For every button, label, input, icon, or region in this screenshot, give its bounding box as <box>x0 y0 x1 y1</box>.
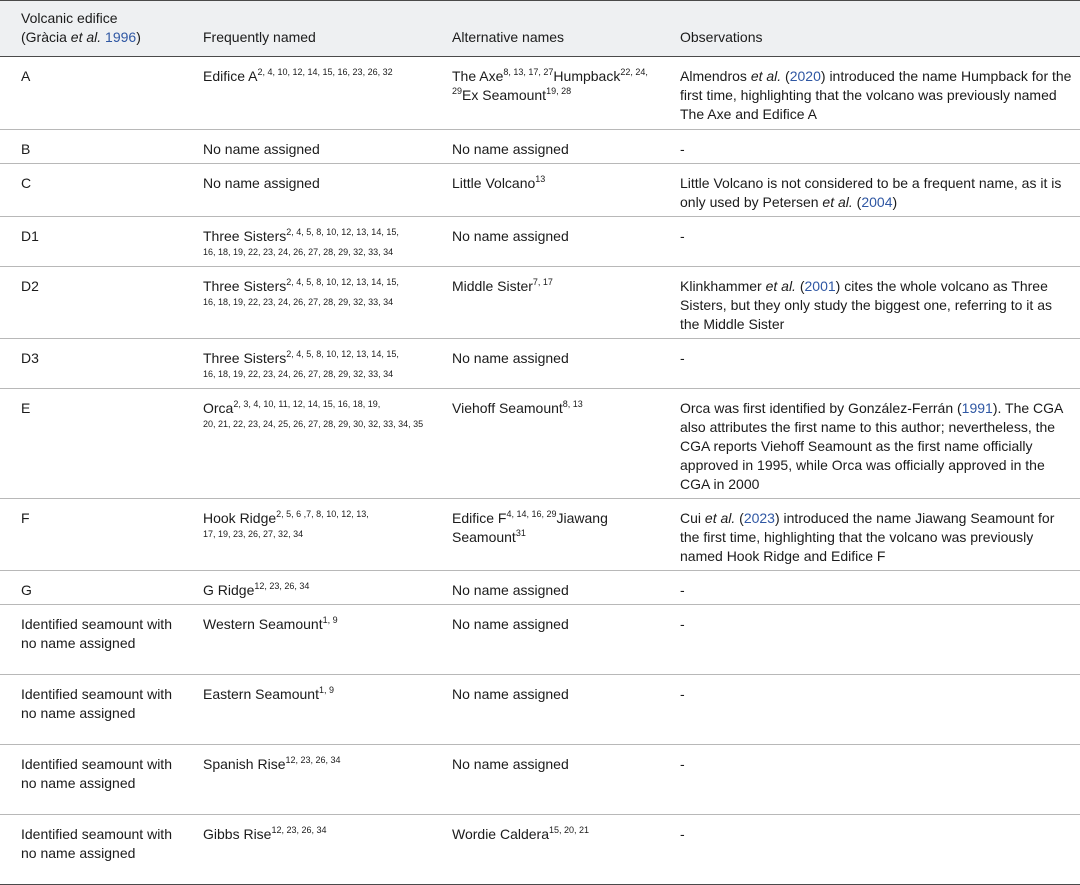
cell-alternative-names <box>444 130 672 164</box>
frequent-name: Spanish Rise <box>203 756 286 772</box>
frequent-name-refs-continued: 16, 18, 19, 22, 23, 24, 26, 27, 28, 29, 32, 33, 34 <box>203 247 394 257</box>
cell-frequently-named <box>195 605 444 675</box>
frequent-name: Western Seamount <box>203 616 323 632</box>
observation-italic: et al. <box>765 278 796 294</box>
frequent-name-refs: 2, 4, 5, 8, 10, 12, 13, 14, 15, <box>286 227 399 237</box>
table-row <box>0 499 1080 571</box>
observation-citation-year[interactable]: 1991 <box>961 400 993 416</box>
table-row <box>0 815 1080 885</box>
table-row <box>0 57 1080 130</box>
cell-alternative-names <box>444 339 672 389</box>
observation-text: - <box>680 582 685 598</box>
alternative-name-refs: 31 <box>515 528 526 538</box>
header-row <box>0 1 1080 57</box>
table-body <box>0 57 1080 885</box>
observation-text: Little Volcano is not considered to be a frequent name, as it is only used by Petersen <box>680 175 1062 210</box>
cell-alternative-names <box>444 164 672 217</box>
cell-frequently-named <box>195 389 444 499</box>
table-row <box>0 389 1080 499</box>
observation-text: ( <box>781 68 790 84</box>
cell-alternative-names <box>444 499 672 571</box>
alternative-name: Edifice F <box>452 510 507 526</box>
observation-text: - <box>680 756 685 772</box>
observation-text: Orca was first identified by González-Ferrán <box>680 400 957 416</box>
observation-citation-year[interactable]: 2001 <box>804 278 836 294</box>
alternative-name: No name assigned <box>452 582 569 598</box>
frequent-name: Three Sisters <box>203 350 287 366</box>
frequent-name-refs: 2, 5, 6 ,7, 8, 10, 12, 13, <box>276 509 369 519</box>
cell-alternative-names <box>444 675 672 745</box>
header-edifice-line1: Volcanic edifice <box>21 10 118 26</box>
cell-alternative-names <box>444 571 672 605</box>
observation-text: ) <box>892 194 898 210</box>
cell-frequently-named <box>195 130 444 164</box>
cell-observations <box>672 217 1080 267</box>
observation-citation-year[interactable]: 2004 <box>861 194 893 210</box>
table-row <box>0 675 1080 745</box>
cell-volcanic-edifice: A <box>0 57 195 130</box>
cell-volcanic-edifice: Identified seamount with no name assigned <box>0 815 195 885</box>
table-row <box>0 745 1080 815</box>
cell-volcanic-edifice: D3 <box>0 339 195 389</box>
observation-citation-year[interactable]: 2023 <box>743 510 775 526</box>
observation-text: ( <box>735 510 744 526</box>
observation-text: ( <box>795 278 805 294</box>
alternative-name-refs: 19, 28 <box>546 86 572 96</box>
observation-text: ( <box>852 194 862 210</box>
frequent-name: Orca <box>203 400 234 416</box>
frequent-name-refs: 1, 9 <box>322 615 338 625</box>
cell-alternative-names <box>444 389 672 499</box>
cell-frequently-named <box>195 675 444 745</box>
cell-volcanic-edifice: Identified seamount with no name assigned <box>0 745 195 815</box>
table-header <box>0 1 1080 57</box>
cell-observations <box>672 57 1080 130</box>
header-frequently-named: Frequently named <box>195 1 444 57</box>
observation-text: - <box>680 228 685 244</box>
observation-italic: et al. <box>822 194 853 210</box>
table-row <box>0 267 1080 339</box>
observation-text: Almendros <box>680 68 751 84</box>
observation-italic: et al. <box>750 68 782 84</box>
cell-observations <box>672 675 1080 745</box>
cell-observations <box>672 499 1080 571</box>
frequent-name-refs-continued: 20, 21, 22, 23, 24, 25, 26, 27, 28, 29, 30, 32, 33, 34, 35 <box>203 419 424 429</box>
alternative-name: The Axe <box>452 68 504 84</box>
cell-volcanic-edifice: C <box>0 164 195 217</box>
alternative-name: Middle Sister <box>452 278 533 294</box>
frequent-name: G Ridge <box>203 582 255 598</box>
cell-frequently-named <box>195 267 444 339</box>
header-alternative-names: Alternative names <box>444 1 672 57</box>
table-row <box>0 605 1080 675</box>
observation-text: - <box>680 686 685 702</box>
observation-text: Cui <box>680 510 705 526</box>
header-edifice-line2-italic: et al. <box>70 29 102 45</box>
observation-citation-year[interactable]: 2020 <box>789 68 821 84</box>
table-row <box>0 164 1080 217</box>
table-row <box>0 217 1080 267</box>
frequent-name-refs-continued: 16, 18, 19, 22, 23, 24, 26, 27, 28, 29, 32, 33, 34 <box>203 297 394 307</box>
frequent-name-refs: 12, 23, 26, 34 <box>285 755 341 765</box>
cell-observations <box>672 745 1080 815</box>
frequent-name: Three Sisters <box>203 228 287 244</box>
observation-text: Klinkhammer <box>680 278 766 294</box>
header-observations: Observations <box>672 1 1080 57</box>
frequent-name-refs: 2, 4, 10, 12, 14, 15, 16, 23, 26, 32 <box>257 67 393 77</box>
observation-text: ) cites the whole volcano as Three Sisters, but they only study the biggest one, referring to it as the Middle Sister <box>680 278 1052 332</box>
alternative-name: No name assigned <box>452 141 569 157</box>
alternative-name: No name assigned <box>452 616 569 632</box>
observation-text: ). The CGA also attributes the first name to this author; nevertheless, the CGA reports Viehoff Seamount as the first name officially approved in 1995, while Orca was officially approved in the CGA in 2000 <box>680 400 1063 492</box>
header-edifice-citation-year[interactable]: 1996 <box>105 29 137 45</box>
cell-volcanic-edifice: Identified seamount with no name assigned <box>0 675 195 745</box>
frequent-name-refs-continued: 17, 19, 23, 26, 27, 32, 34 <box>203 529 304 539</box>
alternative-name-refs: 22, 24, 29 <box>452 67 648 96</box>
cell-observations <box>672 815 1080 885</box>
cell-alternative-names <box>444 605 672 675</box>
frequent-name: Hook Ridge <box>203 510 277 526</box>
frequent-name-refs-continued: 16, 18, 19, 22, 23, 24, 26, 27, 28, 29, 32, 33, 34 <box>203 369 394 379</box>
frequent-name: Gibbs Rise <box>203 826 272 842</box>
cell-observations <box>672 571 1080 605</box>
cell-volcanic-edifice: F <box>0 499 195 571</box>
alternative-name-refs: 7, 17 <box>532 277 553 287</box>
frequent-name-refs: 2, 4, 5, 8, 10, 12, 13, 14, 15, <box>286 349 399 359</box>
cell-alternative-names <box>444 57 672 130</box>
table-row <box>0 339 1080 389</box>
observation-text: ) introduced the name Jiawang Seamount for the first time, highlighting that the volcano was previously named Hook Ridge and Edifice F <box>680 510 1055 564</box>
alternative-name: Viehoff Seamount <box>452 400 563 416</box>
frequent-name-refs: 2, 3, 4, 10, 11, 12, 14, 15, 16, 18, 19, <box>233 399 381 409</box>
cell-volcanic-edifice: B <box>0 130 195 164</box>
cell-observations <box>672 267 1080 339</box>
header-edifice-line2-post: ) <box>136 29 141 45</box>
alternative-name: Jiawang Seamount <box>452 510 608 545</box>
cell-alternative-names <box>444 217 672 267</box>
alternative-name-refs: 4, 14, 16, 29 <box>506 509 557 519</box>
alternative-name: No name assigned <box>452 228 569 244</box>
alternative-name: Ex Seamount <box>462 87 547 103</box>
cell-frequently-named <box>195 57 444 130</box>
cell-alternative-names <box>444 267 672 339</box>
alternative-name: No name assigned <box>452 350 569 366</box>
frequent-name-refs: 12, 23, 26, 34 <box>254 581 310 591</box>
cell-frequently-named <box>195 745 444 815</box>
observation-text: - <box>680 826 685 842</box>
alternative-name-refs: 8, 13, 17, 27 <box>503 67 554 77</box>
frequent-name-refs: 2, 4, 5, 8, 10, 12, 13, 14, 15, <box>286 277 399 287</box>
alternative-name: Wordie Caldera <box>452 826 550 842</box>
alternative-name-refs: 8, 13 <box>562 399 583 409</box>
cell-frequently-named <box>195 571 444 605</box>
frequent-name: No name assigned <box>203 141 320 157</box>
cell-frequently-named <box>195 339 444 389</box>
frequent-name: Eastern Seamount <box>203 686 319 702</box>
alternative-name-refs: 13 <box>535 174 546 184</box>
cell-observations <box>672 339 1080 389</box>
observation-text: ( <box>957 400 962 416</box>
cell-frequently-named <box>195 217 444 267</box>
frequent-name-refs: 12, 23, 26, 34 <box>271 825 327 835</box>
observation-text: - <box>680 350 685 366</box>
alternative-name: No name assigned <box>452 686 569 702</box>
header-volcanic-edifice <box>0 1 195 57</box>
frequent-name: No name assigned <box>203 175 320 191</box>
frequent-name: Three Sisters <box>203 278 287 294</box>
frequent-name-refs: 1, 9 <box>318 685 334 695</box>
cell-volcanic-edifice: D1 <box>0 217 195 267</box>
cell-volcanic-edifice: G <box>0 571 195 605</box>
cell-observations <box>672 389 1080 499</box>
observation-text: ) introduced the name Humpback for the first time, highlighting that the volcano was previously named The Axe and Edifice A <box>680 68 1072 122</box>
cell-observations <box>672 164 1080 217</box>
cell-alternative-names <box>444 815 672 885</box>
observation-text: - <box>680 616 685 632</box>
table-row <box>0 571 1080 605</box>
alternative-name: Humpback <box>553 68 621 84</box>
cell-volcanic-edifice: Identified seamount with no name assigned <box>0 605 195 675</box>
frequent-name: Edifice A <box>203 68 258 84</box>
cell-frequently-named <box>195 164 444 217</box>
cell-observations <box>672 130 1080 164</box>
alternative-name: Little Volcano <box>452 175 536 191</box>
cell-frequently-named <box>195 815 444 885</box>
alternative-name: No name assigned <box>452 756 569 772</box>
cell-observations <box>672 605 1080 675</box>
observation-italic: et al. <box>704 510 736 526</box>
alternative-name-refs: 15, 20, 21 <box>549 825 590 835</box>
observation-text: - <box>680 141 685 157</box>
header-edifice-line2-pre: (Gràcia <box>21 29 71 45</box>
cell-volcanic-edifice: E <box>0 389 195 499</box>
cell-volcanic-edifice: D2 <box>0 267 195 339</box>
table-row <box>0 130 1080 164</box>
cell-frequently-named <box>195 499 444 571</box>
cell-alternative-names <box>444 745 672 815</box>
